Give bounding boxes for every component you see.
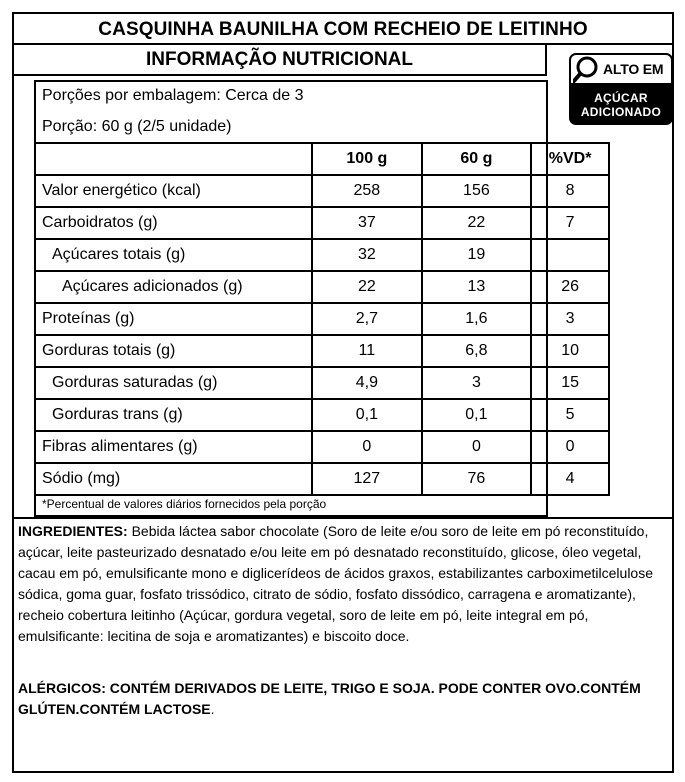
- value-vd: 4: [531, 463, 609, 495]
- nutrient-label: Gorduras trans (g): [35, 399, 312, 431]
- value-60g: 19: [422, 239, 532, 271]
- nutrient-label: Proteínas (g): [35, 303, 312, 335]
- table-row: [35, 463, 609, 495]
- table-row: [35, 271, 609, 303]
- header-vd: %VD*: [531, 143, 609, 175]
- value-vd: 26: [531, 271, 609, 303]
- value-vd: 5: [531, 399, 609, 431]
- table-row: [35, 335, 609, 367]
- value-100g: 258: [312, 175, 422, 207]
- warning-qualifier: ADICIONADO: [580, 105, 662, 119]
- table-row: [35, 431, 609, 463]
- table-row: [35, 399, 609, 431]
- ingredients-block: [14, 517, 672, 647]
- allergens-text: ALÉRGICOS: CONTÉM DERIVADOS DE LEITE, TRIGO E SOJA. PODE CONTER OVO.CONTÉM GLÚTEN.CONTÉM LACTOSE: [18, 680, 641, 717]
- value-60g: 156: [422, 175, 532, 207]
- nutrient-label: Açúcares totais (g): [35, 239, 312, 271]
- allergens-statement: [18, 678, 658, 720]
- ingredients-text: Bebida láctea sabor chocolate (Soro de leite e/ou soro de leite em pó reconstituído, açúcar, leite pasteurizado desnatado e/ou leite em pó desnatado reconstituído, glicose, óleo vegetal, cacau em pó, emulsificante mono e diglicerídeos de ácidos graxos, estabilizantes carboximetilcelulose sódica, goma guar, fosfato trissódico, citrato de sódio, fosfato dissódico, carragena e aromatizante), recheio cobertura leitinho (Açúcar, gordura vegetal, soro de leite em pó, leite integral em pó, emulsificante: lecitina de soja e aromatizantes) e biscoito doce.: [18, 523, 653, 644]
- nutrient-label: Carboidratos (g): [35, 207, 312, 239]
- daily-value-footnote: *Percentual de valores diários fornecidos pela porção: [42, 497, 327, 511]
- allergens-period: .: [210, 701, 215, 717]
- magnifier-icon: [573, 55, 603, 83]
- product-title: CASQUINHA BAUNILHA COM RECHEIO DE LEITINHO: [14, 14, 672, 45]
- warning-seal-top: [569, 53, 673, 85]
- nutrient-label: Valor energético (kcal): [35, 175, 312, 207]
- value-100g: 37: [312, 207, 422, 239]
- value-vd: 0: [531, 431, 609, 463]
- table-header-row: [35, 143, 609, 175]
- value-vd: 8: [531, 175, 609, 207]
- nutrient-label: Gorduras saturadas (g): [35, 367, 312, 399]
- warning-alto-em: ALTO EM: [603, 61, 664, 77]
- value-100g: 32: [312, 239, 422, 271]
- table-row: [35, 239, 609, 271]
- value-100g: 127: [312, 463, 422, 495]
- nutrient-label: Sódio (mg): [35, 463, 312, 495]
- table-row: [35, 303, 609, 335]
- value-vd: [531, 239, 609, 271]
- value-60g: 13: [422, 271, 532, 303]
- value-100g: 0,1: [312, 399, 422, 431]
- header-60g: 60 g: [422, 143, 532, 175]
- value-60g: 76: [422, 463, 532, 495]
- table-row: [35, 175, 609, 207]
- value-100g: 0: [312, 431, 422, 463]
- value-vd: 10: [531, 335, 609, 367]
- value-100g: 11: [312, 335, 422, 367]
- value-vd: 3: [531, 303, 609, 335]
- ingredients-label: INGREDIENTES:: [18, 523, 128, 539]
- warning-nutrient: AÇÚCAR: [594, 91, 648, 105]
- nutrient-label: Açúcares adicionados (g): [35, 271, 312, 303]
- high-sugar-warning-seal: [569, 53, 673, 124]
- table-row: [35, 207, 609, 239]
- value-60g: 3: [422, 367, 532, 399]
- value-60g: 1,6: [422, 303, 532, 335]
- value-60g: 22: [422, 207, 532, 239]
- table-row: [35, 367, 609, 399]
- servings-per-package: Porções por embalagem: Cerca de 3: [42, 87, 304, 104]
- value-100g: 2,7: [312, 303, 422, 335]
- nutrient-label: Gorduras totais (g): [35, 335, 312, 367]
- value-vd: 7: [531, 207, 609, 239]
- header-label-cell: [35, 143, 312, 175]
- value-100g: 4,9: [312, 367, 422, 399]
- value-60g: 0: [422, 431, 532, 463]
- portion-size: Porção: 60 g (2/5 unidade): [42, 118, 232, 135]
- value-60g: 6,8: [422, 335, 532, 367]
- nutrition-table: [34, 142, 610, 496]
- warning-seal-bottom: [569, 85, 673, 125]
- nutrient-label: Fibras alimentares (g): [35, 431, 312, 463]
- value-60g: 0,1: [422, 399, 532, 431]
- header-100g: 100 g: [312, 143, 422, 175]
- nutrition-info-title: INFORMAÇÃO NUTRICIONAL: [14, 45, 547, 76]
- value-vd: 15: [531, 367, 609, 399]
- value-100g: 22: [312, 271, 422, 303]
